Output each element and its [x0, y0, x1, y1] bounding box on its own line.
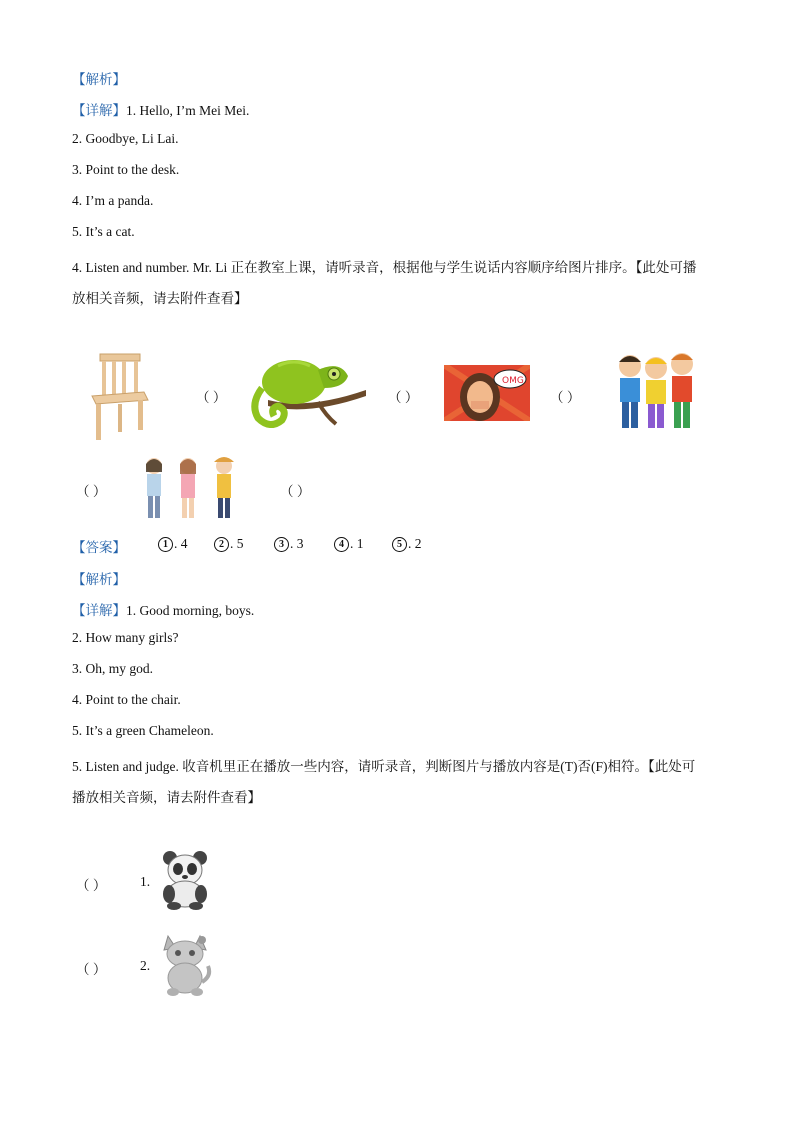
q4-paren-1[interactable]: （ ） — [196, 390, 227, 405]
q4-paren-5[interactable]: （ ） — [280, 484, 311, 499]
chair-picture — [88, 352, 152, 447]
detail-text: 1. Hello, I’m Mei Mei. — [126, 103, 250, 118]
q5-num-1: 1. — [140, 874, 151, 889]
answer-item-1 — [158, 536, 188, 552]
detail-label-1: 【详解】 — [72, 103, 126, 118]
answer-item-4 — [334, 536, 364, 552]
q4-paren-2[interactable]: （ ） — [388, 390, 419, 405]
omg-woman-picture — [444, 365, 530, 426]
answer-number-3: 3 — [274, 537, 289, 552]
answer-number-5: 5 — [392, 537, 407, 552]
answer-number-2: 2 — [214, 537, 229, 552]
detail-line-4: 4. I’m a panda. — [72, 193, 154, 208]
detail2-text: 1. Good morning, boys. — [126, 603, 255, 618]
detail2-line-1 — [72, 599, 254, 619]
girls-picture — [138, 454, 242, 525]
answer-item-5 — [392, 536, 422, 552]
answer-item-3 — [274, 536, 304, 552]
answer-value-3: . 3 — [290, 536, 304, 551]
boys-picture — [610, 350, 706, 439]
q5-paren-1[interactable]: （ ） — [76, 878, 107, 893]
answer-item-2 — [214, 536, 244, 552]
svg-text:OMG: OMG — [502, 376, 524, 386]
q5-title-line1: 5. Listen and judge. 收音机里正在播放一些内容，请听录音，判断图片与播放内容是(T)否(F)相符。【此处可 — [72, 759, 696, 774]
detail-line-3: 3. Point to the desk. — [72, 162, 180, 177]
answer-value-5: . 2 — [408, 536, 422, 551]
answer-label: 【答案】 — [72, 540, 126, 555]
q4-paren-4[interactable]: （ ） — [76, 484, 107, 499]
detail-line-1 — [72, 99, 249, 119]
detail-line-5: 5. It’s a cat. — [72, 224, 135, 239]
detail2-line-5: 5. It’s a green Chameleon. — [72, 723, 214, 738]
q5-paren-2[interactable]: （ ） — [76, 962, 107, 977]
detail2-line-2: 2. How many girls? — [72, 630, 179, 645]
panda-picture — [160, 848, 210, 915]
detail2-line-3: 3. Oh, my god. — [72, 661, 153, 676]
detail-line-2: 2. Goodbye, Li Lai. — [72, 131, 179, 146]
analysis-label-1: 【解析】 — [72, 72, 126, 87]
answer-line — [72, 536, 422, 556]
q4-title-line2: 放相关音频，请去附件查看】 — [72, 291, 248, 306]
analysis-label-2: 【解析】 — [72, 572, 126, 587]
q5-title-line2: 播放相关音频，请去附件查看】 — [72, 790, 261, 805]
detail-label-2: 【详解】 — [72, 603, 126, 618]
answer-number-1: 1 — [158, 537, 173, 552]
cat-picture — [158, 932, 212, 1003]
q4-paren-3[interactable]: （ ） — [550, 390, 581, 405]
answer-number-4: 4 — [334, 537, 349, 552]
answer-value-1: . 4 — [174, 536, 188, 551]
q5-num-2: 2. — [140, 958, 151, 973]
answer-value-4: . 1 — [350, 536, 364, 551]
answer-value-2: . 5 — [230, 536, 244, 551]
q4-title-line1: 4. Listen and number. Mr. Li 正在教室上课，请听录音，根据他与学生说话内容顺序给图片排序。【此处可播 — [72, 260, 697, 275]
detail2-line-4: 4. Point to the chair. — [72, 692, 181, 707]
chameleon-picture — [248, 352, 368, 439]
